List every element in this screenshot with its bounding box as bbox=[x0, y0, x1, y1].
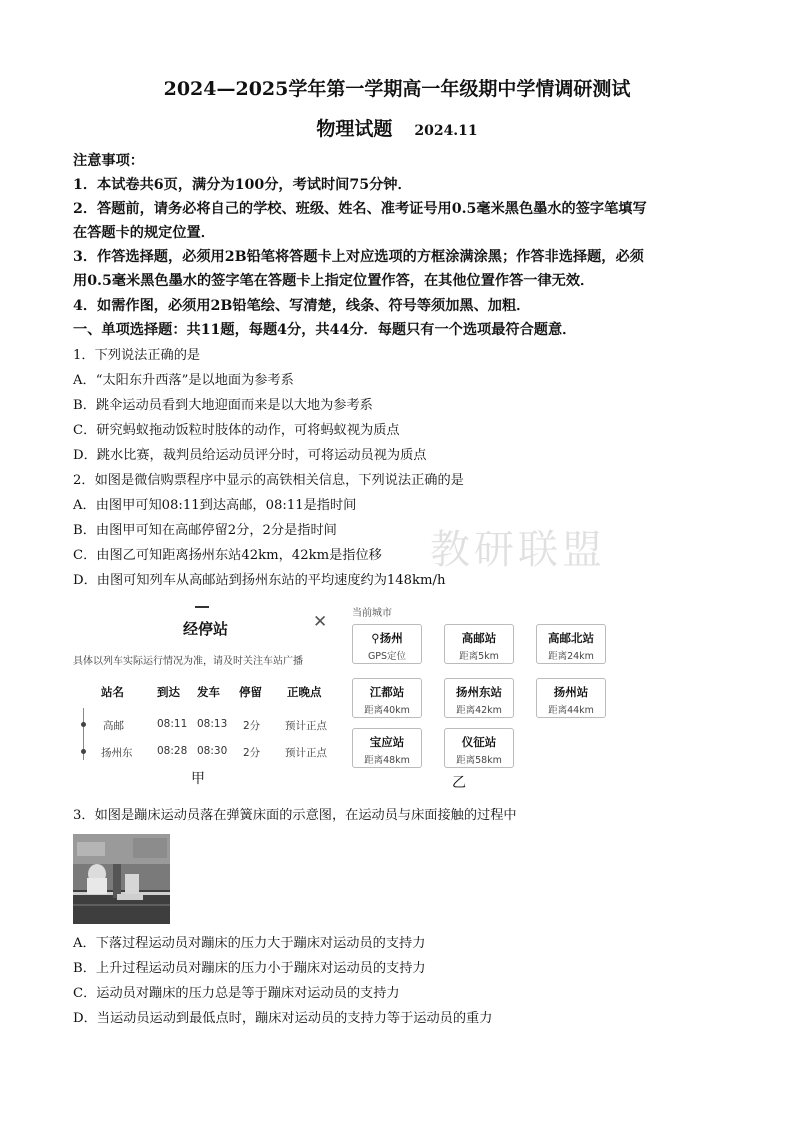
station-tile[interactable] bbox=[352, 678, 422, 718]
stop-stations-panel bbox=[73, 604, 345, 787]
table-cell: 预计正点 bbox=[285, 747, 327, 759]
notice-item: 3．作答选择题，必须用2B铅笔将答题卡上对应选项的方框涂满涂黑；作答非选择题，必须 bbox=[73, 249, 644, 265]
station-name: 扬州 bbox=[379, 631, 403, 645]
station-distance: 距离48km bbox=[364, 755, 410, 766]
option-d: D．跳水比赛，裁判员给运动员评分时，可将运动员视为质点 bbox=[73, 448, 427, 463]
exam-subtitle-row bbox=[0, 114, 794, 141]
station-tile[interactable] bbox=[444, 728, 514, 768]
station-dot-icon bbox=[81, 749, 86, 754]
station-distance: GPS定位 bbox=[367, 651, 407, 662]
column-header: 发车 bbox=[197, 685, 220, 699]
station-tile[interactable] bbox=[536, 624, 606, 664]
option-a: A．由图甲可知08:11到达高邮，08:11是指时间 bbox=[73, 498, 357, 513]
station-name: 扬州东站 bbox=[456, 685, 502, 699]
station-name: 扬州站 bbox=[553, 685, 589, 699]
exam-title: 2024—2025学年第一学期高一年级期中学情调研测试 bbox=[163, 78, 631, 100]
station-tile[interactable] bbox=[352, 728, 422, 768]
station-name: 高邮北站 bbox=[548, 631, 594, 645]
watermark: 教研联盟 bbox=[430, 527, 606, 573]
option-b: B．跳伞运动员看到大地迎面而来是以大地为参考系 bbox=[73, 398, 373, 413]
station-distance: 距离42km bbox=[456, 705, 502, 716]
table-cell: 08:30 bbox=[197, 745, 228, 757]
station-name: 江都站 bbox=[369, 685, 405, 699]
table-cell: 预计正点 bbox=[285, 720, 327, 732]
question-stem: 3．如图是蹦床运动员落在弹簧床面的示意图，在运动员与床面接触的过程中 bbox=[73, 808, 517, 823]
station-tile[interactable] bbox=[444, 678, 514, 718]
notice-item: 1．本试卷共6页，满分为100分，考试时间75分钟． bbox=[73, 177, 412, 193]
table-cell: 高邮 bbox=[103, 720, 124, 732]
option-b: B．上升过程运动员对蹦床的压力小于蹦床对运动员的支持力 bbox=[73, 961, 426, 976]
table-cell: 08:11 bbox=[157, 718, 188, 730]
question-stem: 1．下列说法正确的是 bbox=[73, 348, 201, 363]
option-b: B．由图甲可知在高邮停留2分，2分是指时间 bbox=[73, 523, 337, 538]
table-cell: 2分 bbox=[243, 720, 261, 732]
option-a: A．“太阳东升西落”是以地面为参考系 bbox=[73, 373, 294, 388]
notice-heading: 注意事项： bbox=[73, 153, 144, 169]
station-name: 高邮站 bbox=[461, 631, 497, 645]
subject-title: 物理试题 bbox=[316, 118, 393, 140]
notice-item: 2．答题前，请务必将自己的学校、班级、姓名、准考证号用0.5毫米黑色墨水的签字笔填写 bbox=[73, 201, 647, 217]
station-tile[interactable] bbox=[536, 678, 606, 718]
nearby-stations-panel bbox=[352, 604, 612, 790]
station-distance: 距离40km bbox=[364, 705, 410, 716]
station-tile[interactable] bbox=[444, 624, 514, 664]
option-d: D．当运动员运动到最低点时，蹦床对运动员的支持力等于运动员的重力 bbox=[73, 1011, 493, 1026]
figure-caption: 甲 bbox=[191, 771, 205, 787]
panel-note: 具体以列车实际运行情况为准，请及时关注车站广播 bbox=[73, 656, 303, 667]
notice-item: 4．如需作图，必须用2B铅笔绘、写清楚，线条、符号等须加黑、加粗． bbox=[73, 298, 531, 314]
panel-title: 经停站 bbox=[183, 620, 229, 638]
station-name: 仪征站 bbox=[461, 735, 497, 749]
station-distance: 距离44km bbox=[548, 705, 594, 716]
close-icon[interactable]: ✕ bbox=[313, 612, 328, 632]
question-stem: 2．如图是微信购票程序中显示的高铁相关信息，下列说法正确的是 bbox=[73, 473, 464, 488]
figure-caption: 乙 bbox=[452, 775, 466, 791]
table-cell: 扬州东 bbox=[101, 747, 133, 759]
column-header: 正晚点 bbox=[287, 685, 322, 699]
location-pin-icon: ⚲ bbox=[371, 631, 380, 645]
station-dot-icon bbox=[81, 722, 86, 727]
trampoline-illustration bbox=[73, 834, 170, 924]
station-distance: 距离24km bbox=[548, 651, 594, 662]
table-cell: 2分 bbox=[243, 747, 261, 759]
drag-handle bbox=[195, 606, 209, 608]
option-c: C．由图乙可知距离扬州东站42km，42km是指位移 bbox=[73, 548, 382, 563]
option-d: D．由图可知列车从高邮站到扬州东站的平均速度约为148km/h bbox=[73, 573, 446, 588]
station-name: 宝应站 bbox=[369, 735, 405, 749]
section-heading: 一、单项选择题：共11题，每题4分，共44分．每题只有一个选项最符合题意． bbox=[73, 322, 577, 338]
station-distance: 距离5km bbox=[459, 651, 499, 662]
option-c: C．研究蚂蚁拖动饭粒时肢体的动作，可将蚂蚁视为质点 bbox=[73, 423, 400, 438]
current-city-label: 当前城市 bbox=[352, 608, 392, 619]
notice-item: 在答题卡的规定位置． bbox=[73, 225, 215, 241]
exam-date: 2024.11 bbox=[414, 123, 478, 139]
station-tile[interactable] bbox=[352, 624, 422, 664]
station-distance: 距离58km bbox=[456, 755, 502, 766]
table-cell: 08:28 bbox=[157, 745, 188, 757]
option-c: C．运动员对蹦床的压力总是等于蹦床对运动员的支持力 bbox=[73, 986, 400, 1001]
column-header: 停留 bbox=[239, 685, 262, 699]
column-header: 到达 bbox=[157, 685, 180, 699]
table-cell: 08:13 bbox=[197, 718, 228, 730]
trampoline-photo bbox=[73, 834, 170, 924]
notice-item: 用0.5毫米黑色墨水的签字笔在答题卡上指定位置作答，在其他位置作答一律无效． bbox=[73, 273, 595, 289]
option-a: A．下落过程运动员对蹦床的压力大于蹦床对运动员的支持力 bbox=[73, 936, 426, 951]
column-header: 站名 bbox=[101, 685, 124, 699]
